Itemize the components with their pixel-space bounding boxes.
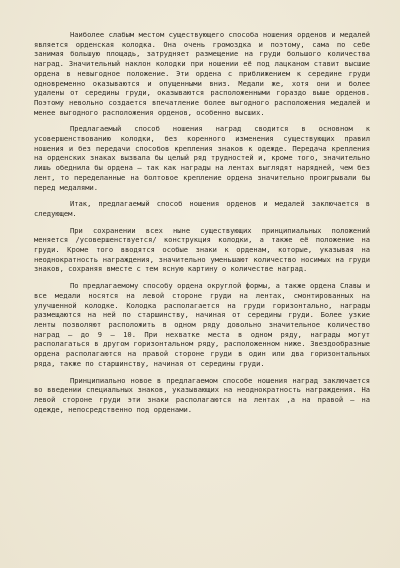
paragraph-3: Итак, предлагаемый способ ношения орденов и медалей заключается в следующем. <box>34 199 370 218</box>
paragraph-1: Наиболее слабым местом существующего способа ношения орденов и медалей является орденская колодка. Она очень громоздка и поэтому, сама по себе занимая большую площадь, затрудняет размещение на груди большого количества наград. Значительный наклон колодки при ношении её под лацканом ставит высшие ордена в невыгодное положение. Эти ордена с приближением к середине груди одновременно оказываются и опущенными вниз. Медали же, хотя они и более удалены от середины груди, оказываются расположенными гораздо выше орденов. Поэтому невольно создается впечатление более выгодного расположения медалей и менее выгодного расположения орденов, особенно высших. <box>34 30 370 117</box>
paragraph-5: По предлагаемому способу ордена округлой формы, а также ордена Славы и все медали носятся на левой стороне груди на лентах, смонтированных на улучшенной колодке. Колодка располагается на груди горизонтально, награды размещаются на ней по старшинству, начиная от середины груди. Более узкие ленты позволяют расположить в одном ряду довольно значительное количество наград – до 9 – 10. При нехватке места в одном ряду, награды могут располагаться в другом горизонтальном ряду, расположенном ниже. Звездообразные ордена располагаются на правой стороне груди в один или два горизонтальных ряда, также по старшинству, начиная от середины груди. <box>34 281 370 368</box>
paragraph-2: Предлагаемый способ ношения наград сводится в основном к усовершенствованию колодки, без коренного изменения существующих правил ношения и без передачи способов крепления знаков к одежде. Передача крепления на орденских знаках вызвала бы целый ряд трудностей и, кроме того, значительно лишь обеднила бы ордена – так как награды на лентах выглядят нарядней, чем без лент, то переделанные на болтовое крепление ордена значительно проигрывали бы перед медалями. <box>34 124 370 192</box>
paragraph-4: При сохранении всех ныне существующих принципиальных положений меняется /усовершенствуется/ конструкция колодки, а также её положение на груди. Кроме того вводятся особые знаки к орденам, которые, указывая на неоднократность награждения, значительно уменьшают количество носимых на груди знаков, сохраняя вместе с тем ясную картину о количестве наград. <box>34 225 370 274</box>
paragraph-6: Принципиально новое в предлагаемом способе ношения наград заключается во введении специальных знаков, указывающих на неоднократность награждения. На левой стороне груди эти знаки располагаются на лентах ,а на правой – на одежде, непосредственно под орденами. <box>34 375 370 414</box>
